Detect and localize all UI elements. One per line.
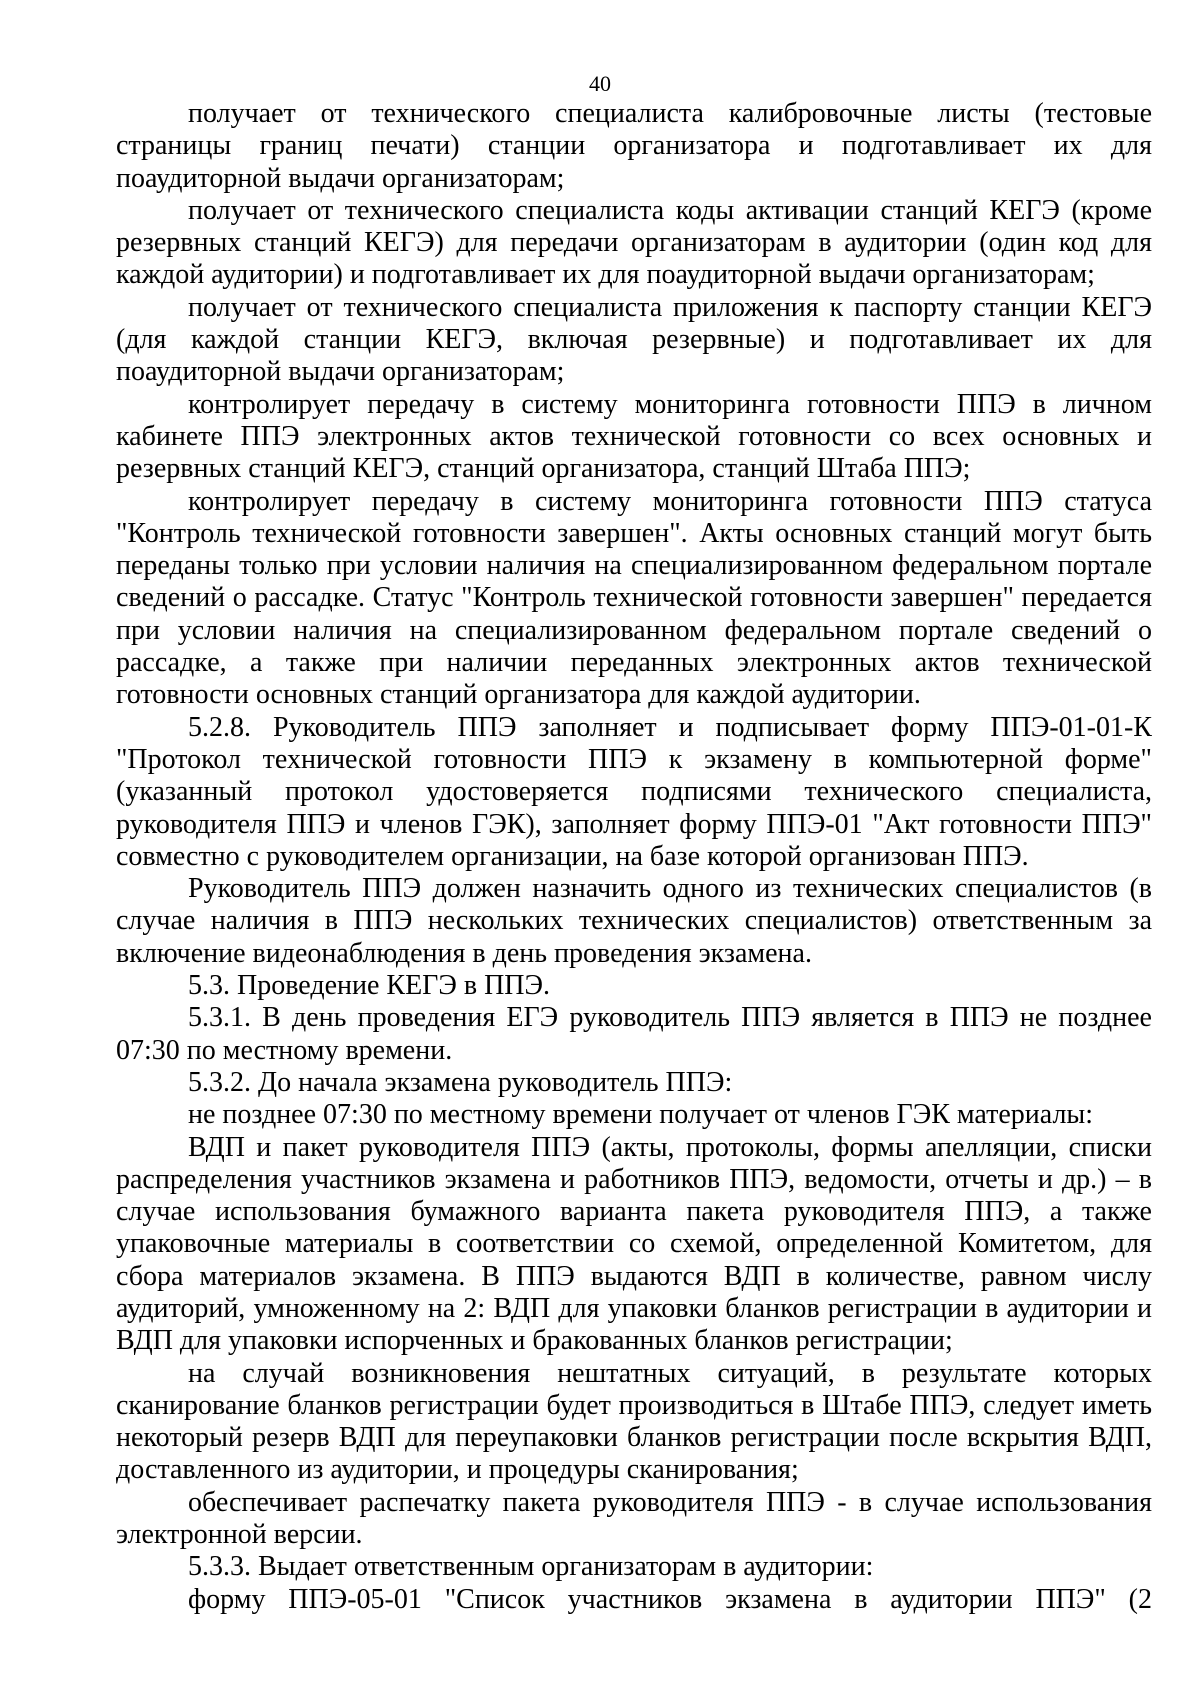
- paragraph-receive-materials: не позднее 07:30 по местному времени получает от членов ГЭК материалы:: [188, 1099, 1094, 1131]
- paragraph-5-2-8: 5.2.8. Руководитель ППЭ заполняет и подписывает форму ППЭ-01-01-К "Протокол технической готовности ППЭ к экзамену в компьютерной форме" (указанный протокол удостоверяется подписями технического специалиста, руководителя ППЭ и членов ГЭК), заполняет форму ППЭ-01 "Акт готовности ППЭ" совместно с руководителем организации, на базе которой организован ППЭ.: [116, 711, 1152, 872]
- paragraph-technical-readiness-acts: контролирует передачу в систему мониторинга готовности ППЭ в личном кабинете ППЭ электронных актов технической готовности со всех основных и резервных станций КЕГЭ, станций организатора, станций Штаба ППЭ;: [116, 388, 1152, 485]
- paragraph-vdp-reserve: на случай возникновения нештатных ситуаций, в результате которых сканирование бланков регистрации будет производиться в Штабе ППЭ, следует иметь некоторый резерв ВДП для переупаковки бланков регистрации после вскрытия ВДП, доставленного из аудитории, и процедуры сканирования;: [116, 1357, 1152, 1486]
- paragraph-form-ppe-05-01: форму ППЭ-05-01 "Список участников экзамена в аудитории ППЭ" (2: [188, 1583, 1152, 1615]
- paragraph-vdp-package: ВДП и пакет руководителя ППЭ (акты, протоколы, формы апелляции, списки распределения участников экзамена и работников ППЭ, ведомости, отчеты и др.) – в случае использования бумажного варианта пакета руководителя ППЭ, а также упаковочные материалы в соответствии со схемой, определенной Комитетом, для сбора материалов экзамена. В ППЭ выдаются ВДП в количестве, равном числу аудиторий, умноженному на 2: ВДП для упаковки бланков регистрации в аудитории и ВДП для упаковки испорченных и бракованных бланков регистрации;: [116, 1131, 1152, 1357]
- paragraph-video-surveillance: Руководитель ППЭ должен назначить одного из технических специалистов (в случае наличия в ППЭ нескольких технических специалистов) ответственным за включение видеонаблюдения в день проведения экзамена.: [116, 873, 1152, 969]
- paragraph-5-3-1: 5.3.1. В день проведения ЕГЭ руководитель ППЭ является в ППЭ не позднее 07:30 по местному времени.: [116, 1002, 1152, 1066]
- paragraph-readiness-status: контролирует передачу в систему мониторинга готовности ППЭ статуса "Контроль технической готовности завершен". Акты основных станций могут быть переданы только при условии наличия на специализированном федеральном портале сведений о рассадке. Статус "Контроль технической готовности завершен" передается при условии наличия на специализированном федеральном портале сведений о рассадке, а также при наличии переданных электронных актов технической готовности основных станций организатора для каждой аудитории.: [116, 485, 1152, 711]
- paragraph-5-3-3: 5.3.3. Выдает ответственным организаторам в аудитории:: [188, 1551, 874, 1583]
- paragraph-activation-codes: получает от технического специалиста коды активации станций КЕГЭ (кроме резервных станций КЕГЭ) для передачи организаторам в аудитории (один код для каждой аудитории) и подготавливает их для поаудиторной выдачи организаторам;: [116, 194, 1152, 291]
- page-number: 40: [589, 71, 611, 96]
- section-heading-5-3: 5.3. Проведение КЕГЭ в ППЭ.: [188, 970, 551, 1002]
- body-text: [116, 98, 1152, 1616]
- paragraph-calibration-sheets: получает от технического специалиста калибровочные листы (тестовые страницы границ печати) станции организатора и подготавливает их для поаудиторной выдачи организаторам;: [116, 98, 1152, 194]
- paragraph-station-passport-appendix: получает от технического специалиста приложения к паспорту станции КЕГЭ (для каждой станции КЕГЭ, включая резервные) и подготавливает их для поаудиторной выдачи организаторам;: [116, 291, 1152, 388]
- paragraph-print-package: обеспечивает распечатку пакета руководителя ППЭ - в случае использования электронной версии.: [116, 1486, 1152, 1551]
- paragraph-5-3-2: 5.3.2. До начала экзамена руководитель ППЭ:: [188, 1066, 733, 1098]
